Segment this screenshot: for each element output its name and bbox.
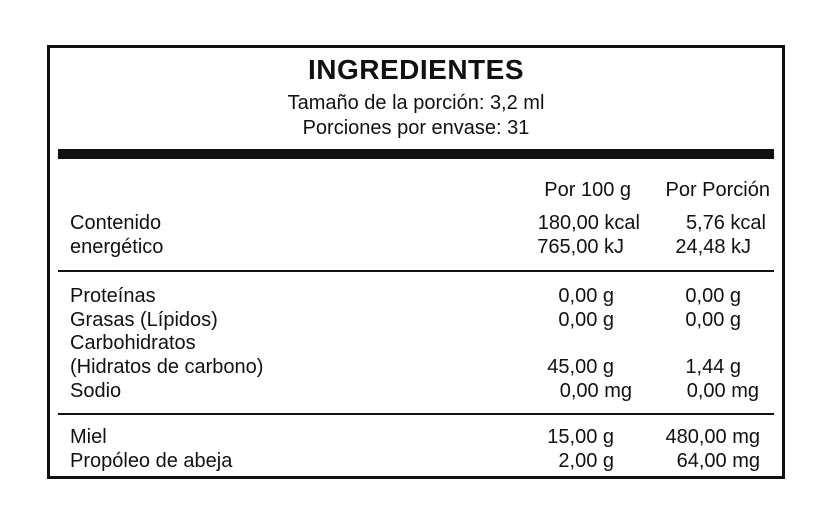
nutrient-per-portion: 0,00 g [685, 285, 741, 307]
panel-title: INGREDIENTES [307, 54, 525, 85]
nutrient-per-100g: 45,00 g [547, 356, 614, 378]
section-divider [58, 413, 774, 415]
ingredient-per-100g: 15,00 g [547, 426, 614, 448]
nutrient-per-portion: 0,00 mg [686, 380, 759, 402]
ingredient-label: Propóleo de abeja [70, 450, 233, 472]
column-header-per-portion: Por Porción [665, 179, 770, 201]
energy-label-line2: energético [70, 236, 164, 258]
section-divider [58, 270, 774, 272]
nutrition-facts-panel [47, 45, 785, 479]
energy-label-line1: Contenido [70, 212, 162, 234]
thick-divider [58, 149, 774, 159]
servings-per-container: Porciones por envase: 31 [302, 117, 530, 139]
nutrient-per-portion: 0,00 g [685, 309, 741, 331]
nutrient-per-100g: 0,00 mg [559, 380, 632, 402]
serving-size: Tamaño de la porción: 3,2 ml [287, 92, 545, 114]
energy-kcal-per-portion: 5,76 kcal [685, 212, 766, 234]
energy-kj-per-100g: 765,00 kJ [537, 236, 624, 258]
column-header-per-100g: Por 100 g [544, 179, 631, 201]
nutrient-label: Grasas (Lípidos) [70, 309, 218, 331]
energy-kj-per-portion: 24,48 kJ [675, 236, 751, 258]
nutrient-per-100g: 0,00 g [558, 285, 614, 307]
ingredient-per-portion: 480,00 mg [665, 426, 760, 448]
energy-kcal-per-100g: 180,00 kcal [537, 212, 640, 234]
ingredient-per-portion: 64,00 mg [676, 450, 760, 472]
nutrient-per-100g: 0,00 g [558, 309, 614, 331]
nutrient-label: Sodio [70, 380, 122, 402]
nutrient-label: Proteínas [70, 285, 156, 307]
nutrient-per-portion: 1,44 g [685, 356, 741, 378]
ingredient-label: Miel [70, 426, 107, 448]
nutrient-label: Carbohidratos [70, 332, 196, 354]
nutrient-label: (Hidratos de carbono) [70, 356, 264, 378]
ingredient-per-100g: 2,00 g [558, 450, 614, 472]
